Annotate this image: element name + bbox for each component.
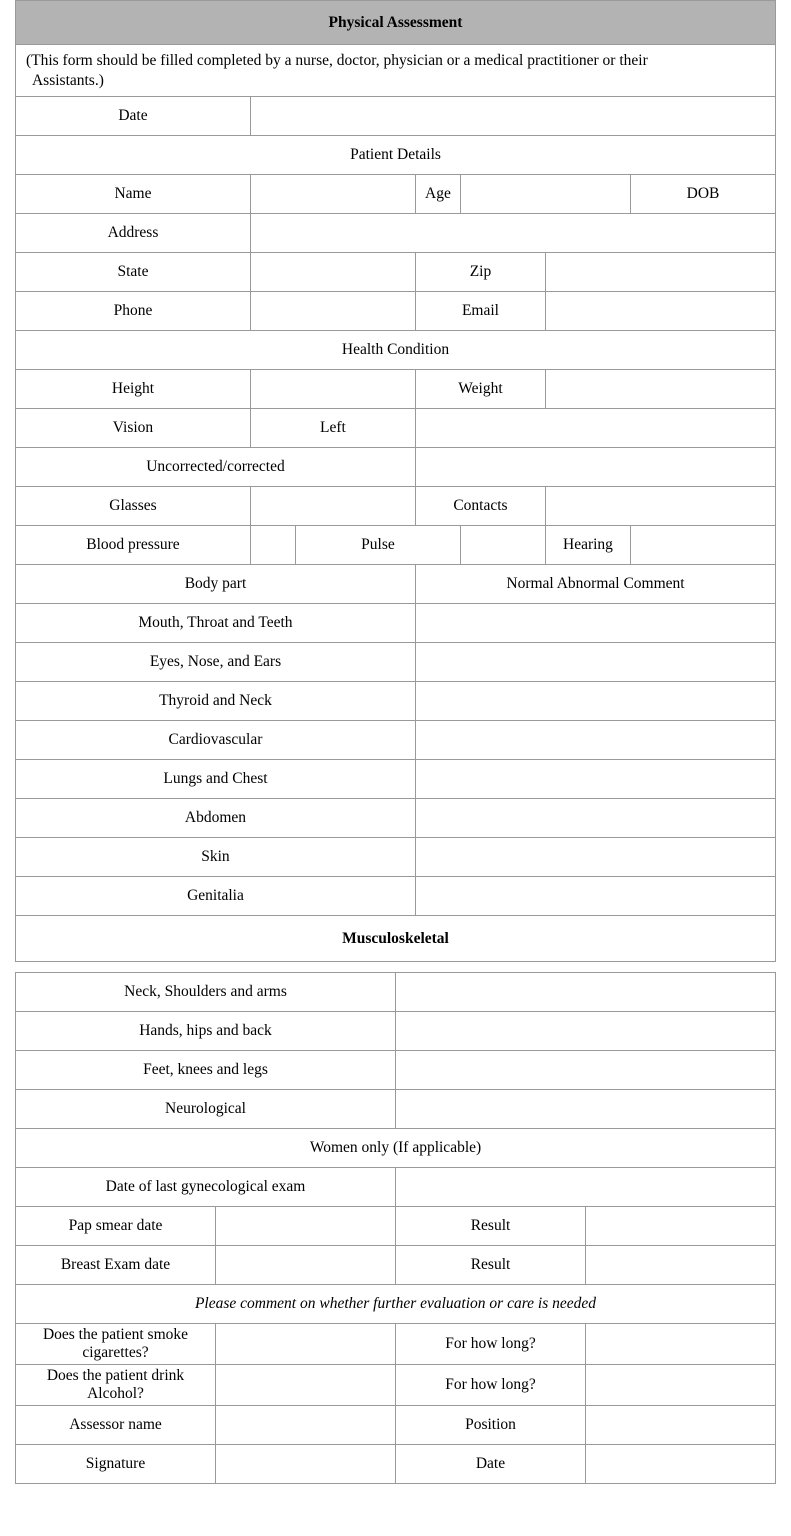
label-body-part-0: Mouth, Throat and Teeth	[15, 604, 415, 643]
label-glasses: Glasses	[15, 487, 250, 526]
field-address[interactable]	[250, 214, 775, 253]
label-body-part-5: Abdomen	[15, 799, 415, 838]
field-body-part-1[interactable]	[415, 643, 775, 682]
label-body-part-6: Skin	[15, 838, 415, 877]
field-email[interactable]	[545, 292, 775, 331]
field-pulse[interactable]	[460, 526, 545, 565]
label-name: Name	[15, 175, 250, 214]
field-height[interactable]	[250, 370, 415, 409]
field-musculoskeletal-3[interactable]	[396, 1090, 776, 1129]
field-vision-right[interactable]	[415, 409, 775, 448]
label-phone: Phone	[15, 292, 250, 331]
field-smoke-how-long[interactable]	[586, 1324, 776, 1365]
field-blood-pressure[interactable]	[250, 526, 295, 565]
label-vision: Vision	[15, 409, 250, 448]
label-blood-pressure: Blood pressure	[15, 526, 250, 565]
label-pap-smear-date: Pap smear date	[16, 1207, 216, 1246]
field-body-part-6[interactable]	[415, 838, 775, 877]
column-header-body-part: Body part	[15, 565, 415, 604]
field-signature-date[interactable]	[586, 1445, 776, 1484]
field-body-part-0[interactable]	[415, 604, 775, 643]
field-name[interactable]	[250, 175, 415, 214]
field-date[interactable]	[250, 97, 775, 136]
label-position: Position	[396, 1406, 586, 1445]
field-breast-exam-date[interactable]	[216, 1246, 396, 1285]
field-phone[interactable]	[250, 292, 415, 331]
label-body-part-4: Lungs and Chest	[15, 760, 415, 799]
field-state[interactable]	[250, 253, 415, 292]
page-title: Physical Assessment	[15, 1, 775, 45]
field-glasses[interactable]	[250, 487, 415, 526]
field-weight[interactable]	[545, 370, 775, 409]
field-body-part-2[interactable]	[415, 682, 775, 721]
label-alcohol: Does the patient drink Alcohol?	[16, 1365, 216, 1406]
label-email: Email	[415, 292, 545, 331]
label-body-part-2: Thyroid and Neck	[15, 682, 415, 721]
label-weight: Weight	[415, 370, 545, 409]
field-body-part-3[interactable]	[415, 721, 775, 760]
label-breast-exam-date: Breast Exam date	[16, 1246, 216, 1285]
label-height: Height	[15, 370, 250, 409]
form-table-main	[15, 0, 776, 962]
label-pap-result: Result	[396, 1207, 586, 1246]
field-musculoskeletal-0[interactable]	[396, 973, 776, 1012]
label-dob: DOB	[630, 175, 775, 214]
field-hearing[interactable]	[630, 526, 775, 565]
label-state: State	[15, 253, 250, 292]
column-header-normal-abnormal-comment: Normal Abnormal Comment	[415, 565, 775, 604]
label-hearing: Hearing	[545, 526, 630, 565]
section-musculoskeletal: Musculoskeletal	[15, 916, 775, 962]
field-gyn-exam[interactable]	[396, 1168, 776, 1207]
label-zip: Zip	[415, 253, 545, 292]
label-date: Date	[15, 97, 250, 136]
label-pulse: Pulse	[295, 526, 460, 565]
label-breast-result: Result	[396, 1246, 586, 1285]
label-smoke-how-long: For how long?	[396, 1324, 586, 1365]
field-signature[interactable]	[216, 1445, 396, 1484]
label-assessor-name: Assessor name	[16, 1406, 216, 1445]
label-musculoskeletal-2: Feet, knees and legs	[16, 1051, 396, 1090]
field-pap-smear-date[interactable]	[216, 1207, 396, 1246]
field-body-part-7[interactable]	[415, 877, 775, 916]
label-uncorrected-corrected: Uncorrected/corrected	[15, 448, 415, 487]
label-body-part-7: Genitalia	[15, 877, 415, 916]
field-pap-result[interactable]	[586, 1207, 776, 1246]
field-smoke[interactable]	[216, 1324, 396, 1365]
field-uncorrected-corrected[interactable]	[415, 448, 775, 487]
section-patient-details: Patient Details	[15, 136, 775, 175]
field-body-part-4[interactable]	[415, 760, 775, 799]
section-health-condition: Health Condition	[15, 331, 775, 370]
form-instructions-line2: Assistants.)	[31, 71, 104, 89]
field-alcohol-how-long[interactable]	[586, 1365, 776, 1406]
label-smoke: Does the patient smoke cigarettes?	[16, 1324, 216, 1365]
label-age: Age	[415, 175, 460, 214]
label-signature-date: Date	[396, 1445, 586, 1484]
field-zip[interactable]	[545, 253, 775, 292]
form-instructions-line1: (This form should be filled completed by a nurse, doctor, physician or a medical practitioner or their	[25, 52, 648, 70]
field-contacts[interactable]	[545, 487, 775, 526]
label-musculoskeletal-3: Neurological	[16, 1090, 396, 1129]
label-body-part-3: Cardiovascular	[15, 721, 415, 760]
label-musculoskeletal-1: Hands, hips and back	[16, 1012, 396, 1051]
field-breast-result[interactable]	[586, 1246, 776, 1285]
label-gyn-exam: Date of last gynecological exam	[16, 1168, 396, 1207]
note-further-evaluation: Please comment on whether further evaluation or care is needed	[16, 1285, 776, 1324]
field-body-part-5[interactable]	[415, 799, 775, 838]
field-position[interactable]	[586, 1406, 776, 1445]
label-signature: Signature	[16, 1445, 216, 1484]
label-musculoskeletal-0: Neck, Shoulders and arms	[16, 973, 396, 1012]
label-vision-left: Left	[250, 409, 415, 448]
label-contacts: Contacts	[415, 487, 545, 526]
label-alcohol-how-long: For how long?	[396, 1365, 586, 1406]
table-gap	[16, 962, 776, 972]
field-alcohol[interactable]	[216, 1365, 396, 1406]
field-age[interactable]	[460, 175, 630, 214]
field-assessor-name[interactable]	[216, 1406, 396, 1445]
field-musculoskeletal-2[interactable]	[396, 1051, 776, 1090]
label-body-part-1: Eyes, Nose, and Ears	[15, 643, 415, 682]
field-musculoskeletal-1[interactable]	[396, 1012, 776, 1051]
form-table-continued	[15, 972, 776, 1484]
form-instructions	[15, 45, 775, 97]
label-address: Address	[15, 214, 250, 253]
section-women-only: Women only (If applicable)	[16, 1129, 776, 1168]
